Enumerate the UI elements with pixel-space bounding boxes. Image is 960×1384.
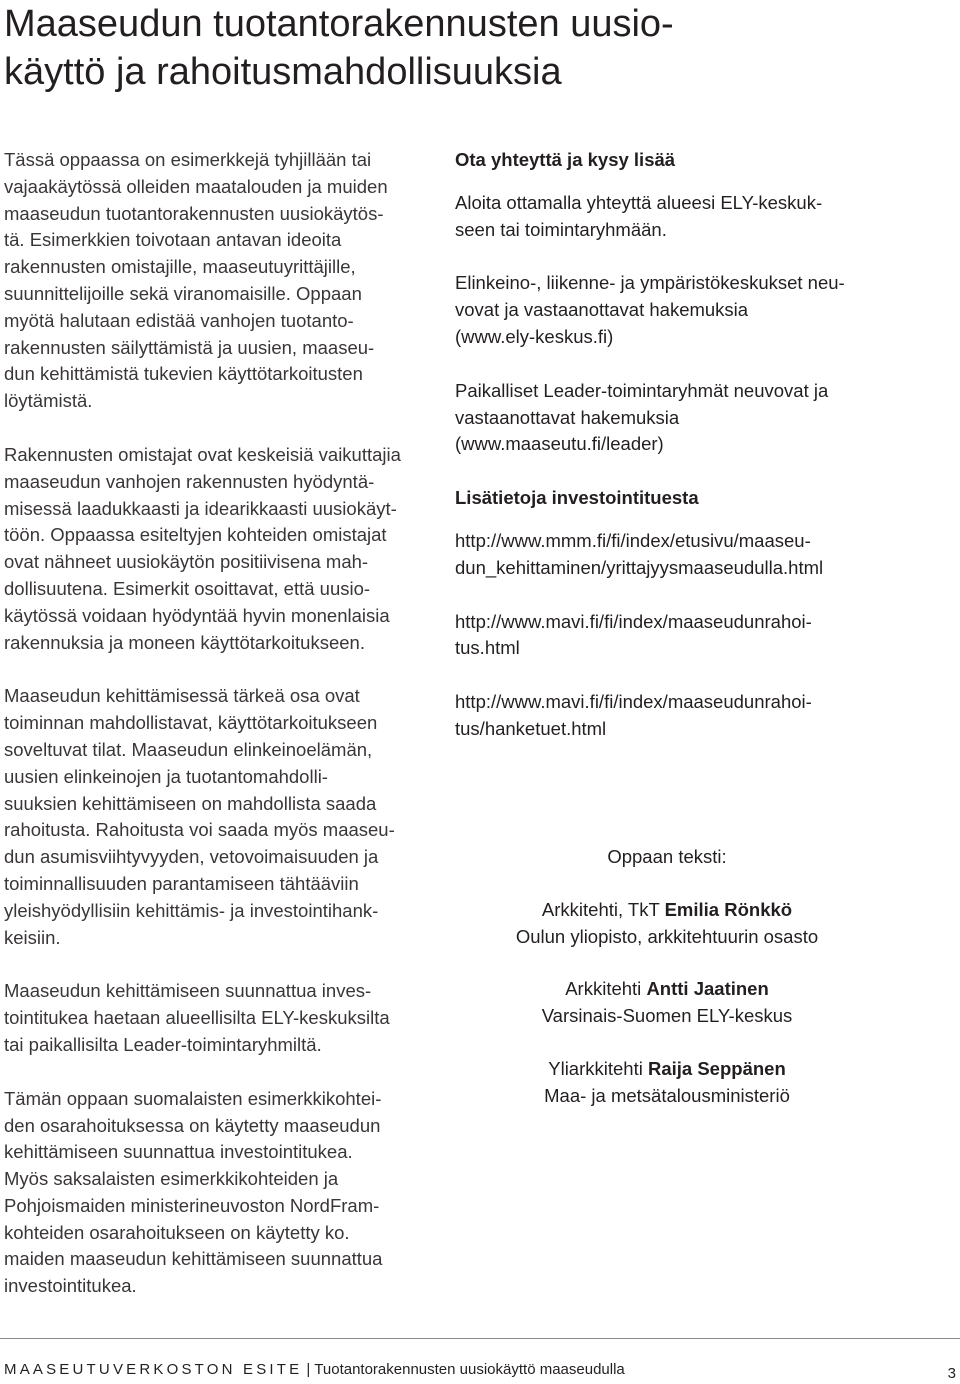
text-line: maaseudun tuotantorakennusten uusiokäytös- (4, 202, 384, 224)
text-line: soveltuvat tilat. Maaseudun elinkeinoelämän, (4, 738, 373, 760)
author-block (455, 1056, 879, 1110)
text-line: suunnittelijoille sekä viranomaisille. Oppaan (4, 282, 362, 304)
text-line: Aloita ottamalla yhteyttä alueesi ELY-keskuk- (455, 191, 823, 213)
link-line[interactable]: tus/hanketuet.html (455, 717, 607, 739)
leader-paragraph (455, 378, 885, 458)
text-line: den osarahoituksessa on käytetty maaseudun (4, 1114, 381, 1136)
text-line: Tämän oppaan suomalaisten esimerkkikohtei- (4, 1087, 382, 1109)
author-title: Yliarkkitehti (548, 1057, 643, 1079)
contact-heading: Ota yhteyttä ja kysy lisää (455, 149, 676, 170)
footer-subtitle: Tuotantorakennusten uusiokäyttö maaseudulla (314, 1361, 625, 1378)
text-line: dun asumisviihtyvyyden, vetovoimaisuuden ja (4, 846, 379, 868)
author-name: Raija Seppänen (647, 1057, 786, 1079)
author-title: Arkkitehti (565, 978, 642, 1000)
text-line: keisiin. (4, 926, 61, 948)
author-block (455, 976, 879, 1030)
text-line: seen tai toimintaryhmään. (455, 218, 667, 240)
text-line: toiminnan mahdollistavat, käyttötarkoitukseen (4, 712, 378, 734)
author-organization: Varsinais-Suomen ELY-keskus (541, 1005, 793, 1027)
text-line: maiden maaseudun kehittämiseen suunnattua (4, 1248, 383, 1270)
footer (4, 1360, 625, 1380)
text-line: vovat ja vastaanottavat hakemuksia (455, 299, 749, 321)
funding-paragraph (4, 1086, 432, 1300)
credits-label-block (455, 844, 879, 871)
leader-link[interactable]: (www.maaseutu.fi/leader) (455, 433, 664, 455)
text-line: rakennuksia ja moneen käyttötarkoitukseen. (4, 631, 365, 653)
text-line: löytämistä. (4, 390, 93, 412)
author-organization: Oulun yliopisto, arkkitehtuurin osasto (515, 925, 819, 947)
text-line: Myös saksalaisten esimerkkikohteiden ja (4, 1168, 339, 1190)
author-organization: Maa- ja metsätalousministeriö (544, 1084, 790, 1106)
link-mavi-hanketuet[interactable] (455, 689, 885, 743)
footer-divider (0, 1338, 960, 1339)
page-number: 3 (947, 1365, 956, 1382)
text-line: uusien elinkeinojen ja tuotantomahdolli- (4, 765, 328, 787)
text-line: kohteiden osarahoitukseen on käytetty ko. (4, 1221, 350, 1243)
link-mmm[interactable] (455, 528, 885, 582)
text-line: vastaanottavat hakemuksia (455, 406, 680, 428)
credits-label: Oppaan teksti: (607, 846, 727, 867)
author-title: Arkkitehti, TkT (541, 898, 660, 920)
text-line: investointitukea. (4, 1275, 137, 1297)
text-line: ovat nähneet uusiokäytön positiivisena mah- (4, 551, 369, 573)
development-paragraph (4, 683, 432, 951)
text-line: tai paikallisilta Leader-toimintaryhmiltä. (4, 1033, 322, 1055)
text-line: yleishyödyllisiin kehittämis- ja investointihank- (4, 899, 379, 921)
link-line[interactable]: tus.html (455, 637, 520, 659)
text-line: dollisuutena. Esimerkit osoittavat, että uusio- (4, 577, 371, 599)
text-line: tointitukea haetaan alueellisilta ELY-keskuksilta (4, 1007, 390, 1029)
author-line (455, 1056, 879, 1083)
text-line: misessä laadukkaasti ja idearikkaasti uusiokäyt- (4, 497, 397, 519)
text-line: Paikalliset Leader-toimintaryhmät neuvovat ja (455, 379, 829, 401)
credits (455, 844, 879, 1136)
link-line[interactable]: http://www.mavi.fi/fi/index/maaseudunrahoi- (455, 691, 812, 713)
text-line: myötä halutaan edistää vanhojen tuotanto- (4, 309, 354, 331)
owners-paragraph (4, 442, 432, 656)
info-heading: Lisätietoja investointituesta (455, 487, 699, 509)
author-name: Emilia Rönkkö (664, 898, 793, 920)
author-line (455, 897, 879, 924)
intro-paragraph (4, 147, 432, 415)
text-line: tä. Esimerkkien toivotaan antavan ideoita (4, 229, 342, 251)
ely-paragraph (455, 270, 885, 350)
footer-series: MAASEUTUVERKOSTON ESITE (4, 1361, 303, 1378)
title-line: käyttö ja rahoitusmahdollisuuksia (4, 51, 562, 93)
text-line: Maaseudun kehittämisessä tärkeä osa ovat (4, 685, 360, 707)
text-line: Maaseudun kehittämiseen suunnattua inves- (4, 980, 372, 1002)
document-title (4, 0, 944, 96)
investment-support-paragraph (4, 978, 432, 1058)
right-column (455, 147, 885, 770)
link-mavi-rahoitus[interactable] (455, 609, 885, 663)
link-line[interactable]: dun_kehittaminen/yrittajyysmaaseudulla.html (455, 556, 824, 578)
footer-separator: | (306, 1361, 311, 1378)
text-line: Rakennusten omistajat ovat keskeisiä vaikuttajia (4, 443, 401, 465)
text-line: dun kehittämistä tukevien käyttötarkoitusten (4, 363, 363, 385)
author-line (455, 976, 879, 1003)
text-line: kehittämiseen suunnattua investointitukea. (4, 1141, 353, 1163)
text-line: suuksien kehittämiseen on mahdollista saada (4, 792, 377, 814)
text-line: Elinkeino-, liikenne- ja ympäristökeskukset neu- (455, 272, 845, 294)
text-line: rahoitusta. Rahoitusta voi saada myös maaseu- (4, 819, 395, 841)
text-line: toiminnallisuuden parantamiseen tähtääviin (4, 872, 359, 894)
link-line[interactable]: http://www.mmm.fi/fi/index/etusivu/maaseu- (455, 529, 811, 551)
link-line[interactable]: http://www.mavi.fi/fi/index/maaseudunrahoi- (455, 610, 812, 632)
left-column (4, 147, 432, 1327)
author-block (455, 897, 879, 951)
text-line: Tässä oppaassa on esimerkkejä tyhjillään tai (4, 149, 372, 170)
text-line: rakennusten säilyttämistä ja uusien, maaseu- (4, 336, 375, 358)
text-line: vajaakäytössä olleiden maatalouden ja muiden (4, 175, 388, 197)
author-name: Antti Jaatinen (646, 978, 769, 1000)
contact-paragraph (455, 190, 885, 244)
text-line: maaseudun vanhojen rakennusten hyödyntä- (4, 470, 375, 492)
ely-link[interactable]: (www.ely-keskus.fi) (455, 325, 614, 347)
title-line: Maaseudun tuotantorakennusten uusio- (4, 3, 674, 45)
text-line: töön. Oppaassa esiteltyjen kohteiden omistajat (4, 524, 387, 546)
text-line: käytössä voidaan hyödyntää hyvin monenlaisia (4, 604, 390, 626)
text-line: rakennusten omistajille, maaseutuyrittäjille, (4, 256, 356, 278)
text-line: Pohjoismaiden ministerineuvoston NordFram- (4, 1194, 380, 1216)
